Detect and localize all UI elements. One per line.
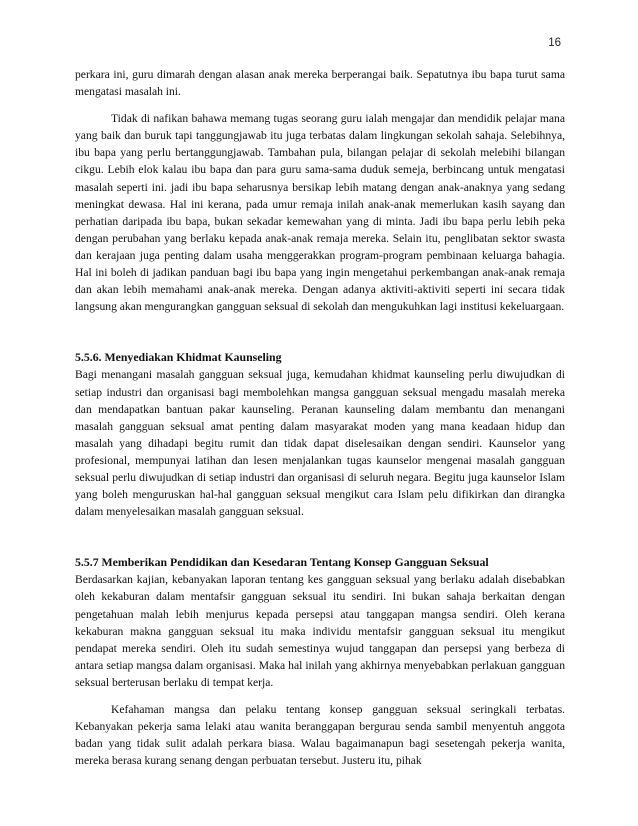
paragraph-parents-role: Tidak di nafikan bahawa memang tugas seorang guru ialah mengajar dan mendidik pelajar mana yang baik dan buruk tapi tanggungjawab itu juga terbatas dalam lingkungan sekolah sahaja. Selebihnya, ibu bapa yang perlu bertanggungjawab. Tambahan pula, bilangan pelajar di sekolah melebihi bilangan cikgu. Lebih elok kalau ibu bapa dan para guru sama-sama duduk semeja, berbincang untuk mengatasi masalah seperti ini. jadi ibu bapa seharusnya bersikap lebih matang dengan anak-anaknya yang sedang meningkat dewasa. Hal ini kerana, pada umur remaja inilah anak-anak memerlukan kasih sayang dan perhatian daripada ibu bapa, bukan sekadar kemewahan yang di minta. Jadi ibu bapa perlu lebih peka dengan perubahan yang berlaku kepada anak-anak remaja mereka. Selain itu, penglibatan sektor swasta dan kerajaan juga penting dalam usaha menggerakkan program-program pembinaan keluarga bahagia. Hal ini boleh di jadikan panduan bagi ibu bapa yang ingin mengetahui perkembangan anak-anak remaja dan akan lebih memahami anak-anak mereka. Dengan adanya aktiviti-aktiviti seperti ini secara tidak langsung akan mengurangkan gangguan seksual di sekolah dan mengukuhkan lagi institusi kekeluargaan. <box>75 112 565 314</box>
paragraph-continuation: perkara ini, guru dimarah dengan alasan anak mereka berperangai baik. Sepatutnya ibu bapa turut sama mengatasi masalah ini. <box>75 68 565 99</box>
section-body-557-continued: Kefahaman mangsa dan pelaku tentang konsep gangguan seksual seringkali terbatas. Kebanyakan pekerja sama lelaki atau wanita beranggapan bergurau senda sambil menyentuh anggota badan yang tidak sulit adalah perkara biasa. Walau bagaimanapun bagi sesetengah pekerja wanita, mereka berasa kurang senang dengan perbuatan tersebut. Justeru itu, pihak <box>75 703 565 768</box>
section-heading-557: 5.5.7 Memberikan Pendidikan dan Kesedaran Tentang Konsep Gangguan Seksual <box>75 555 489 570</box>
section-heading-556: 5.5.6. Menyediakan Khidmat Kaunseling <box>75 350 282 365</box>
page-content <box>75 66 565 769</box>
page-number: 16 <box>548 37 561 49</box>
section-body-557: Berdasarkan kajian, kebanyakan laporan tentang kes gangguan seksual yang berlaku adalah disebabkan oleh kekaburan dalam mentafsir gangguan seksual itu sendiri. Ini bukan sahaja berkaitan dengan pengetahuan malah lebih menjurus kepada persepsi atau tanggapan mangsa sendiri. Oleh kerana kekaburan makna gangguan seksual itu maka individu mentafsir gangguan seksual itu mengikut pendapat mereka sendiri. Oleh itu sudah semestinya wujud tanggapan dan persepsi yang berbeza di antara setiap mangsa dalam organisasi. Maka hal inilah yang akhirnya menyebabkan perlakuan gangguan seksual berterusan berlaku di tempat kerja. <box>75 573 565 689</box>
section-body-556: Bagi menangani masalah gangguan seksual juga, kemudahan khidmat kaunseling perlu diwujudkan di setiap industri dan organisasi bagi membolehkan mangsa gangguan seksual mengadu masalah mereka dan mendapatkan bantuan pakar kaunseling. Peranan kaunseling dalam membantu dan menangani masalah gangguan seksual amat penting dalam masyarakat moden yang mana keadaan hidup dan masalah yang dihadapi begitu rumit dan tidak dapat diselesaikan dengan sendiri. Kaunselor yang profesional, mempunyai latihan dan lesen menjalankan tugas kaunselor mengenai masalah gangguan seksual perlu diwujudkan di setiap industri dan organisasi di seluruh negara. Begitu juga kaunselor Islam yang boleh menguruskan hal-hal gangguan seksual mengikut cara Islam pelu difikirkan dan dirangka dalam menyelesaikan masalah gangguan seksual. <box>75 368 565 519</box>
